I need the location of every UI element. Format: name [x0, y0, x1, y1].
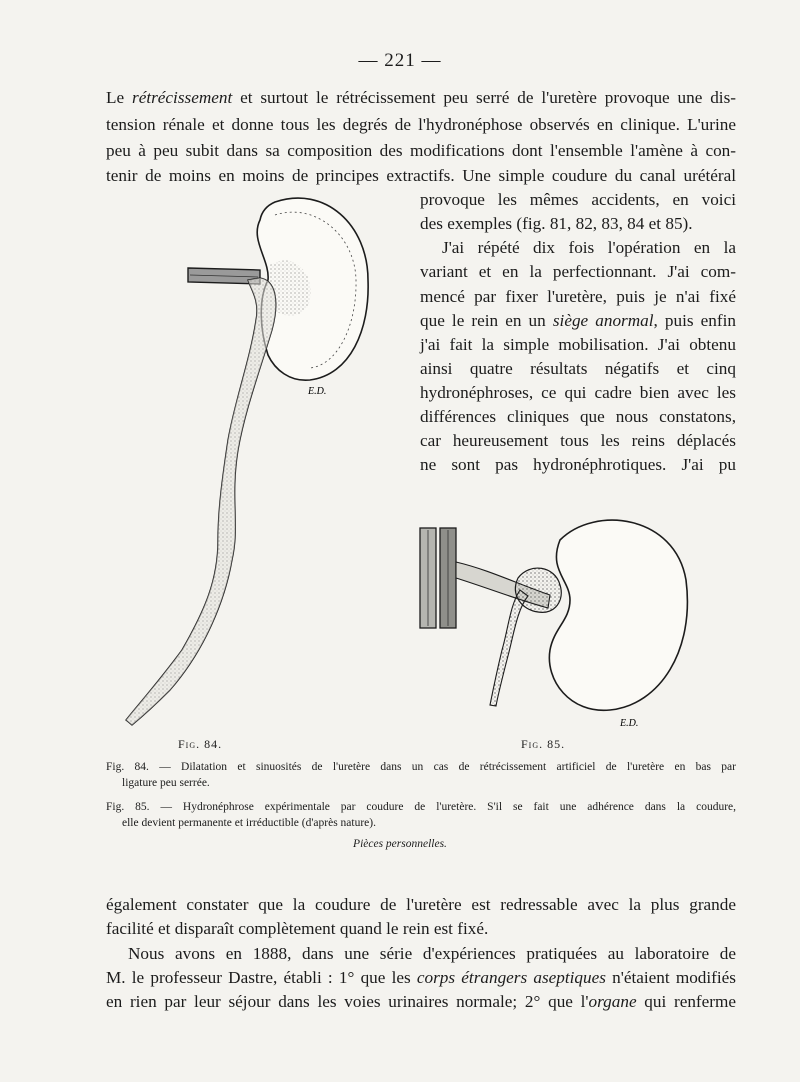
body-line: en rien par leur séjour dans les voies urinaires normale; 2° que l'organe qui renferme: [106, 992, 736, 1011]
figure-source-note: Pièces personnelles.: [353, 838, 447, 850]
column-line: ne sont pas hydronéphrotiques. J'ai pu: [420, 455, 736, 474]
figure-84-illustration: [110, 180, 390, 740]
column-line: ainsi quatre résultats négatifs et cinq: [420, 359, 736, 378]
column-line: que le rein en un siège anormal, puis enfin: [420, 311, 736, 330]
body-line: Nous avons en 1888, dans une série d'expériences pratiquées au laboratoire de: [128, 944, 736, 963]
figure-84-caption: [106, 759, 736, 791]
caption-line: ligature peu serrée.: [122, 777, 210, 789]
body-line: également constater que la coudure de l'uretère est redressable avec la plus grande: [106, 895, 736, 914]
figure-85-illustration: [410, 500, 700, 730]
figure-85-initials: E.D.: [620, 718, 639, 729]
column-line: hydronéphroses, ce qui cadre bien avec les: [420, 383, 736, 402]
figure-85-label: Fig. 85.: [521, 737, 566, 751]
column-line: des exemples (fig. 81, 82, 83, 84 et 85).: [420, 214, 693, 233]
body-line: peu à peu subit dans sa composition des modifications dont l'ensemble l'amène à con-: [106, 141, 736, 160]
column-line: j'ai fait la simple mobilisation. J'ai obtenu: [420, 335, 736, 354]
caption-line: Fig. 85. — Hydronéphrose expérimentale par coudure de l'uretère. S'il se fait une adhérence dans la coudure,: [106, 801, 736, 813]
figure-84-initials: E.D.: [308, 386, 327, 397]
caption-line: elle devient permanente et irréductible (d'après nature).: [122, 817, 376, 829]
figure-84-label: Fig. 84.: [178, 737, 223, 751]
column-line: car heureusement tous les reins déplacés: [420, 431, 736, 450]
column-line: mencé par fixer l'uretère, puis je n'ai fixé: [420, 287, 736, 306]
body-line: facilité et disparaît complètement quand le rein est fixé.: [106, 919, 489, 938]
body-line: tenir de moins en moins de principes extractifs. Une simple coudure du canal urétéral: [106, 166, 736, 185]
body-line: tension rénale et donne tous les degrés de l'hydronéphose observés en clinique. L'urine: [106, 115, 736, 134]
page-number: — 221 —: [358, 50, 442, 71]
column-line: différences cliniques que nous constatons,: [420, 407, 736, 426]
caption-line: Fig. 84. — Dilatation et sinuosités de l'uretère dans un cas de rétrécissement artificiel de l'uretère en bas par: [106, 761, 736, 773]
column-line: provoque les mêmes accidents, en voici: [420, 190, 736, 209]
body-line: Le rétrécissement et surtout le rétrécissement peu serré de l'uretère provoque une dis-: [106, 88, 736, 107]
column-line: J'ai répété dix fois l'opération en la: [442, 238, 736, 257]
figure-85-caption: [106, 799, 736, 831]
column-line: variant et en la perfectionnant. J'ai com-: [420, 262, 736, 281]
body-line: M. le professeur Dastre, établi : 1° que les corps étrangers aseptiques n'étaient modifiés: [106, 968, 736, 987]
